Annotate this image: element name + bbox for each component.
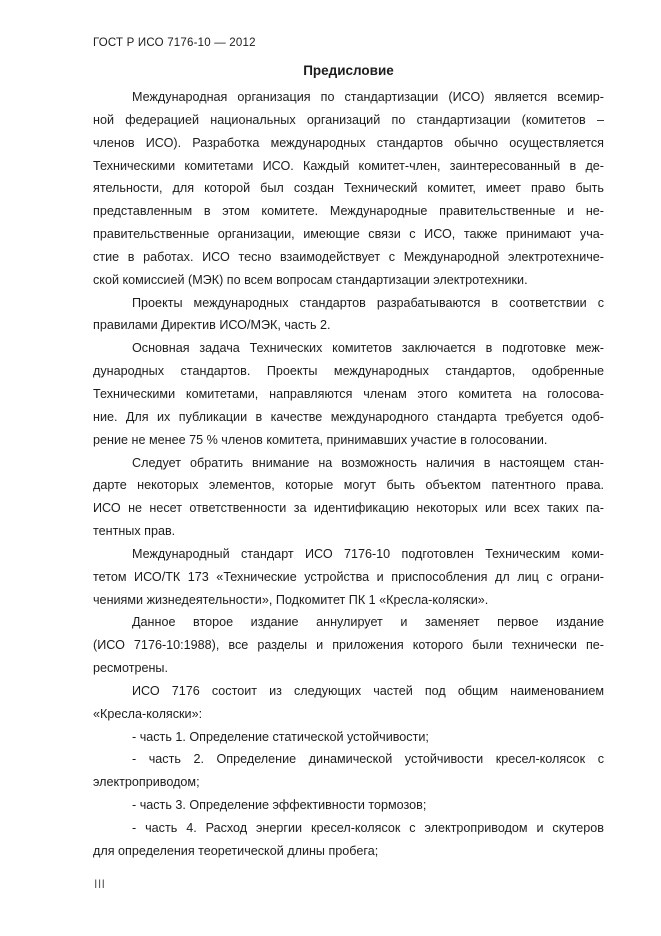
text-line: правительственные организации, имеющие связи с ИСО, также принимают уча- [93, 227, 604, 242]
text-line: Данное второе издание аннулирует и заменяет первое издание [132, 615, 604, 630]
paragraph [93, 748, 604, 794]
paragraph [93, 452, 604, 543]
paragraph [93, 86, 604, 292]
text-line: членов ИСО). Разработка международных стандартов обычно осуществляется [93, 135, 604, 150]
text-line: - часть 4. Расход энергии кресел-колясок с электроприводом и скутеров [132, 821, 604, 835]
text-line: ИСО не несет ответственности за идентификацию некоторых или всех таких па- [93, 501, 604, 516]
paragraph [93, 680, 604, 726]
paragraph [93, 292, 604, 338]
text-line: - часть 2. Определение динамической устойчивости кресел-колясок с [132, 752, 604, 767]
text-line: ной федерацией национальных организаций по стандартизации (комитетов – [93, 112, 604, 127]
text-line: Основная задача Технических комитетов заключается в подготовке меж- [132, 341, 604, 356]
document-header: ГОСТ Р ИСО 7176-10 — 2012 [93, 37, 256, 49]
text-line: правилами Директив ИСО/МЭК, часть 2. [93, 318, 331, 333]
text-line: (ИСО 7176-10:1988), все разделы и приложения которого были технически пе- [93, 638, 604, 653]
paragraph [93, 794, 604, 817]
page-title: Предисловие [303, 63, 394, 78]
text-line: - часть 1. Определение статической устойчивости; [132, 729, 429, 744]
text-line: Техническими комитетами, направляются членам этого комитета на голосова- [93, 386, 604, 401]
text-line: для определения теоретической длины пробега; [93, 843, 379, 858]
text-line: представленным в этом комитете. Международные правительственные и не- [93, 204, 604, 219]
text-line: «Кресла-коляски»: [93, 706, 203, 721]
text-line: Проекты международных стандартов разрабатываются в соответствии с [132, 295, 604, 310]
text-line: - часть 3. Определение эффективности тормозов; [132, 798, 427, 813]
text-line: чениями жизнедеятельности», Подкомитет ПК 1 «Кресла-коляски». [93, 592, 489, 607]
document-body [93, 86, 604, 863]
text-line: дарте некоторых элементов, которые могут быть объектом патентного права. [93, 478, 604, 493]
text-line: ресмотрены. [93, 661, 168, 676]
paragraph [93, 817, 604, 863]
text-line: стие в работах. ИСО тесно взаимодействует с Международной электротехниче- [93, 249, 604, 264]
text-line: ИСО 7176 состоит из следующих частей под общим наименованием [132, 683, 604, 698]
text-line: Международная организация по стандартизации (ИСО) является всемир- [132, 90, 604, 104]
page-number: III [94, 877, 106, 891]
text-line: дународных стандартов. Проекты международных стандартов, одобренные [93, 364, 604, 379]
paragraph [93, 337, 604, 451]
text-line: тетом ИСО/ТК 173 «Технические устройства и приспособления дл лиц с ограни- [93, 569, 604, 584]
paragraph [93, 611, 604, 680]
paragraph [93, 726, 604, 749]
text-line: ской комиссией (МЭК) по всем вопросам стандартизации электротехники. [93, 272, 528, 287]
text-line: Международный стандарт ИСО 7176-10 подготовлен Техническим коми- [132, 546, 604, 561]
text-line: Следует обратить внимание на возможность наличия в настоящем стан- [132, 455, 604, 470]
text-line: рение не менее 75 % членов комитета, принимавших участие в голосовании. [93, 432, 548, 447]
text-line: ние. Для их публикации в качестве международного стандарта требуется одоб- [93, 409, 604, 424]
text-line: тентных прав. [93, 524, 176, 539]
text-line: электроприводом; [93, 775, 200, 790]
page-content [93, 0, 604, 863]
text-line: ятельности, для которой был создан Технический комитет, имеет право быть [93, 181, 604, 196]
paragraph [93, 543, 604, 612]
text-line: Техническими комитетами ИСО. Каждый комитет-член, заинтересованный в де- [93, 158, 604, 173]
